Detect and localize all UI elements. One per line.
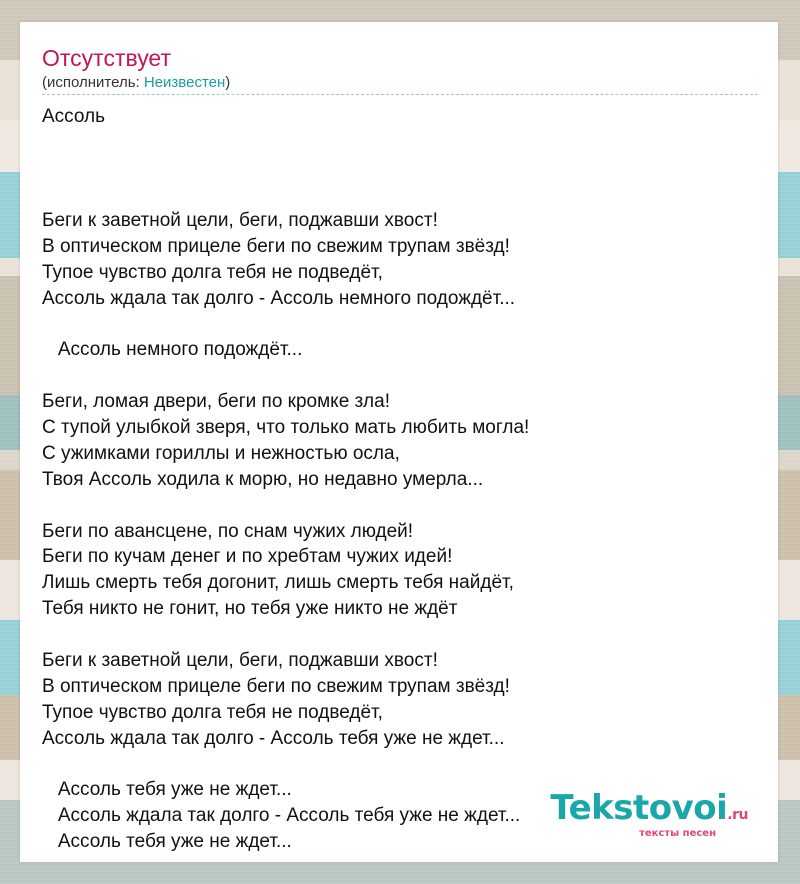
lyrics-line: Ассоль ждала так долго - Ассоль тебя уже не ждет...: [42, 805, 521, 827]
lyrics-line: Тебя никто не гонит, но тебя уже никто не ждёт: [42, 598, 458, 620]
lyrics-body: [42, 182, 742, 855]
lyrics-line: Лишь смерть тебя догонит, лишь смерть тебя найдёт,: [42, 572, 514, 594]
lyrics-line: В оптическом прицеле беги по свежим трупам звёзд!: [42, 675, 510, 697]
lyrics-line: Беги по авансцене, по снам чужих людей!: [42, 520, 414, 542]
lyrics-line: [42, 311, 742, 337]
artist-link[interactable]: Неизвестен: [143, 74, 226, 91]
artist-prefix: (исполнитель:: [42, 74, 144, 91]
lyrics-line: С ужимками гориллы и нежностью осла,: [42, 442, 400, 464]
lyrics-line: [42, 493, 742, 519]
lyrics-line: Ассоль ждала так долго - Ассоль тебя уже не ждет...: [42, 727, 505, 749]
page-title: Отсутствует: [42, 45, 171, 71]
lyrics-line: Ассоль ждала так долго - Ассоль немного подождёт...: [42, 287, 516, 309]
lyrics-line: Беги по кучам денег и по хребтам чужих идей!: [42, 546, 453, 568]
lyrics-line: Ассоль немного подождёт...: [42, 339, 303, 361]
lyrics-line: В оптическом прицеле беги по свежим трупам звёзд!: [42, 235, 510, 257]
lyrics-line: Тупое чувство долга тебя не подведёт,: [42, 261, 383, 283]
lyrics-line: Тупое чувство долга тебя не подведёт,: [42, 701, 383, 723]
lyrics-line: Беги к заветной цели, беги, поджавши хвост!: [42, 209, 438, 231]
lyrics-line: [42, 363, 742, 389]
logo-wordmark: [550, 788, 748, 832]
divider: [42, 94, 758, 95]
song-name: Ассоль: [42, 106, 106, 127]
lyrics-line: [42, 752, 742, 778]
lyrics-line: Беги, ломая двери, беги по кромке зла!: [42, 391, 390, 413]
lyrics-line: Беги к заветной цели, беги, поджавши хвост!: [42, 650, 438, 672]
lyrics-line: Ассоль тебя уже не ждет...: [42, 831, 292, 853]
logo-tld: .ru: [727, 807, 748, 823]
lyrics-line: Ассоль тебя уже не ждет...: [42, 779, 292, 801]
lyrics-line: [42, 622, 742, 648]
lyrics-line: С тупой улыбкой зверя, что только мать любить могла!: [42, 417, 530, 439]
artist-suffix: ): [225, 74, 231, 91]
lyrics-line: [42, 182, 742, 208]
lyrics-card: [20, 22, 778, 862]
lyrics-line: Твоя Ассоль ходила к морю, но недавно умерла...: [42, 468, 484, 490]
artist-line: [42, 74, 230, 92]
site-logo[interactable]: [550, 788, 748, 840]
logo-tagline: тексты песен: [639, 828, 716, 839]
logo-name: Tekstovoi: [550, 788, 728, 828]
